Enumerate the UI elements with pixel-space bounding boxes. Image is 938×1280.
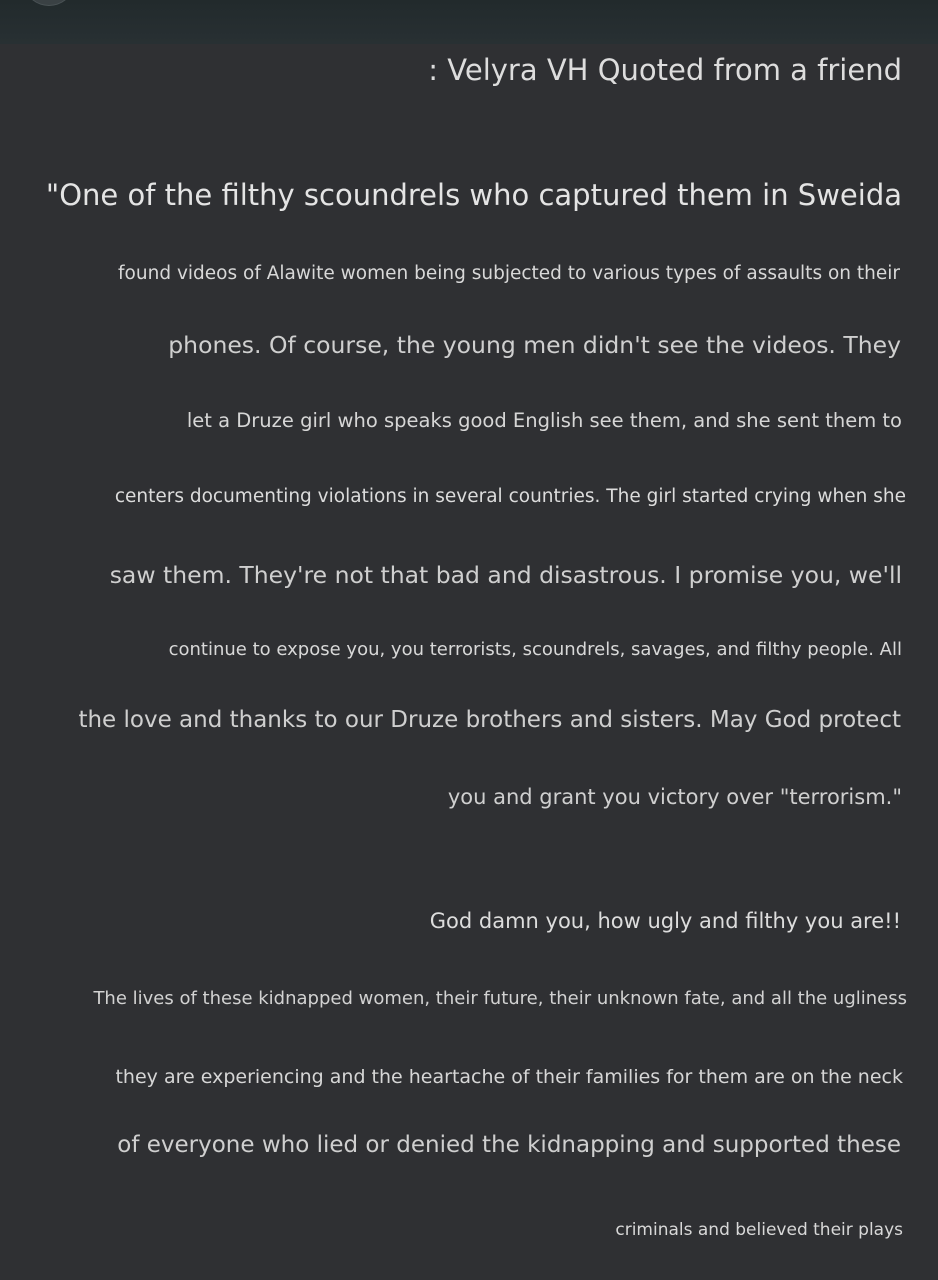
- post-line: centers documenting violations in several countries. The girl started crying when she: [114, 486, 906, 507]
- post-line: saw them. They're not that bad and disastrous. I promise you, we'll: [109, 561, 902, 589]
- post-line: "One of the filthy scoundrels who captured them in Sweida: [45, 178, 902, 212]
- post-line: continue to expose you, you terrorists, scoundrels, savages, and filthy people. All: [168, 639, 902, 660]
- post-line: the love and thanks to our Druze brothers and sisters. May God protect: [78, 707, 901, 733]
- post-line: phones. Of course, the young men didn't see the videos. They: [168, 331, 901, 359]
- post-line: let a Druze girl who speaks good English see them, and she sent them to: [186, 409, 902, 432]
- post-line: you and grant you victory over "terrorism.": [447, 785, 902, 809]
- post-line: found videos of Alawite women being subjected to various types of assaults on their: [118, 263, 900, 284]
- post-line: criminals and believed their plays: [615, 1220, 903, 1240]
- post-line: God damn you, how ugly and filthy you are!!: [429, 909, 901, 933]
- post-line: they are experiencing and the heartache of their families for them are on the neck: [115, 1066, 903, 1088]
- post-attribution: : Velyra VH Quoted from a friend: [428, 53, 902, 87]
- post-line: of everyone who lied or denied the kidnapping and supported these: [117, 1132, 901, 1158]
- post-line: The lives of these kidnapped women, their future, their unknown fate, and all the ugliness: [93, 988, 907, 1009]
